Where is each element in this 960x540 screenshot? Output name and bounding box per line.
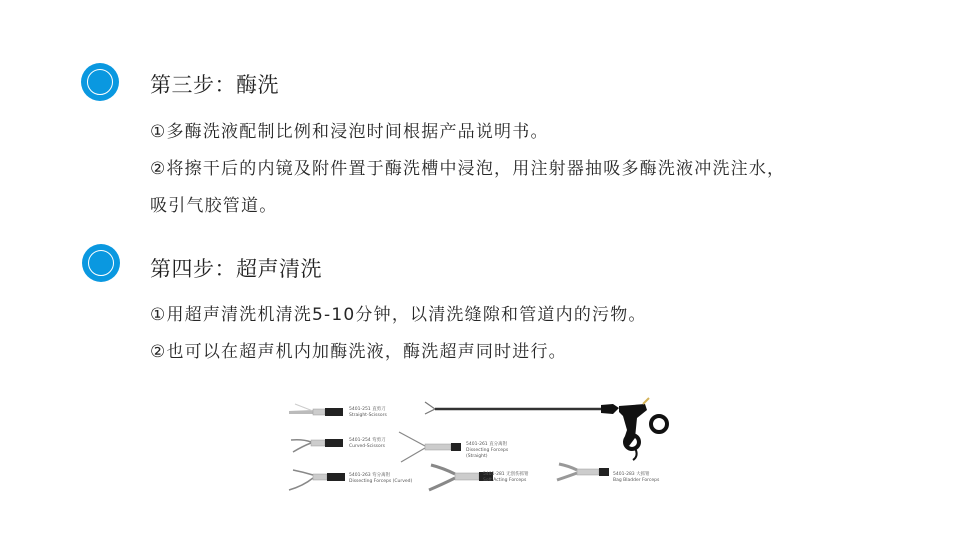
section-heading: 第三步：酶洗 bbox=[150, 73, 279, 97]
section-bullet-icon bbox=[81, 63, 119, 101]
section-text-line: ①多酶洗液配制比例和浸泡时间根据产品说明书。 bbox=[150, 122, 549, 142]
caption-english: Dissecting Forceps (Curved) bbox=[349, 479, 413, 484]
instrument-caption bbox=[483, 472, 529, 484]
caption-code: 5401-263 弯分离钳 bbox=[349, 473, 391, 478]
caption-code: 5401-254 弯剪刀 bbox=[349, 438, 386, 443]
instrument-caption bbox=[613, 472, 659, 484]
section-heading: 第四步：超声清洗 bbox=[150, 257, 322, 281]
caption-english: Straight-Scissors bbox=[349, 413, 387, 418]
section-text-line: 吸引气胶管道。 bbox=[150, 196, 278, 216]
section-text-line: ①用超声清洗机清洗5-10分钟，以清洗缝隙和管道内的污物。 bbox=[150, 305, 647, 325]
instrument-caption bbox=[349, 438, 386, 450]
section-bullet-icon bbox=[82, 244, 120, 282]
instrument-figure bbox=[283, 390, 693, 505]
curved-dissecting-forceps-icon bbox=[289, 470, 345, 490]
caption-extra: (Straight) bbox=[466, 454, 488, 459]
instrument-caption bbox=[349, 407, 387, 419]
straight-dissecting-forceps-icon bbox=[399, 432, 461, 462]
caption-code: 5401-251 直剪刀 bbox=[349, 407, 386, 412]
curved-scissors-icon bbox=[291, 439, 343, 452]
instrument-caption bbox=[349, 473, 412, 485]
section-text-line: ②将擦干后的内镜及附件置于酶洗槽中浸泡，用注射器抽吸多酶洗液冲洗注水， bbox=[150, 159, 786, 179]
caption-code: 5401-283 大抓钳 bbox=[613, 472, 650, 477]
caption-english: Dissecting Forceps bbox=[466, 448, 509, 453]
caption-code: 5401-281 无创伤抓钳 bbox=[483, 472, 529, 477]
caption-english: Soft Acting Forceps bbox=[483, 478, 527, 483]
instrument-caption bbox=[466, 442, 508, 460]
caption-code: 5401-261 直分离钳 bbox=[466, 442, 508, 447]
caption-english: Curved-Scissors bbox=[349, 444, 385, 449]
straight-scissors-icon bbox=[289, 404, 343, 416]
caption-english: Bag Bladder Forceps bbox=[613, 478, 660, 483]
grasper-with-handle-icon bbox=[425, 398, 667, 460]
section-text-line: ②也可以在超声机内加酶洗液，酶洗超声同时进行。 bbox=[150, 342, 567, 362]
bag-bladder-forceps-icon bbox=[557, 464, 609, 480]
